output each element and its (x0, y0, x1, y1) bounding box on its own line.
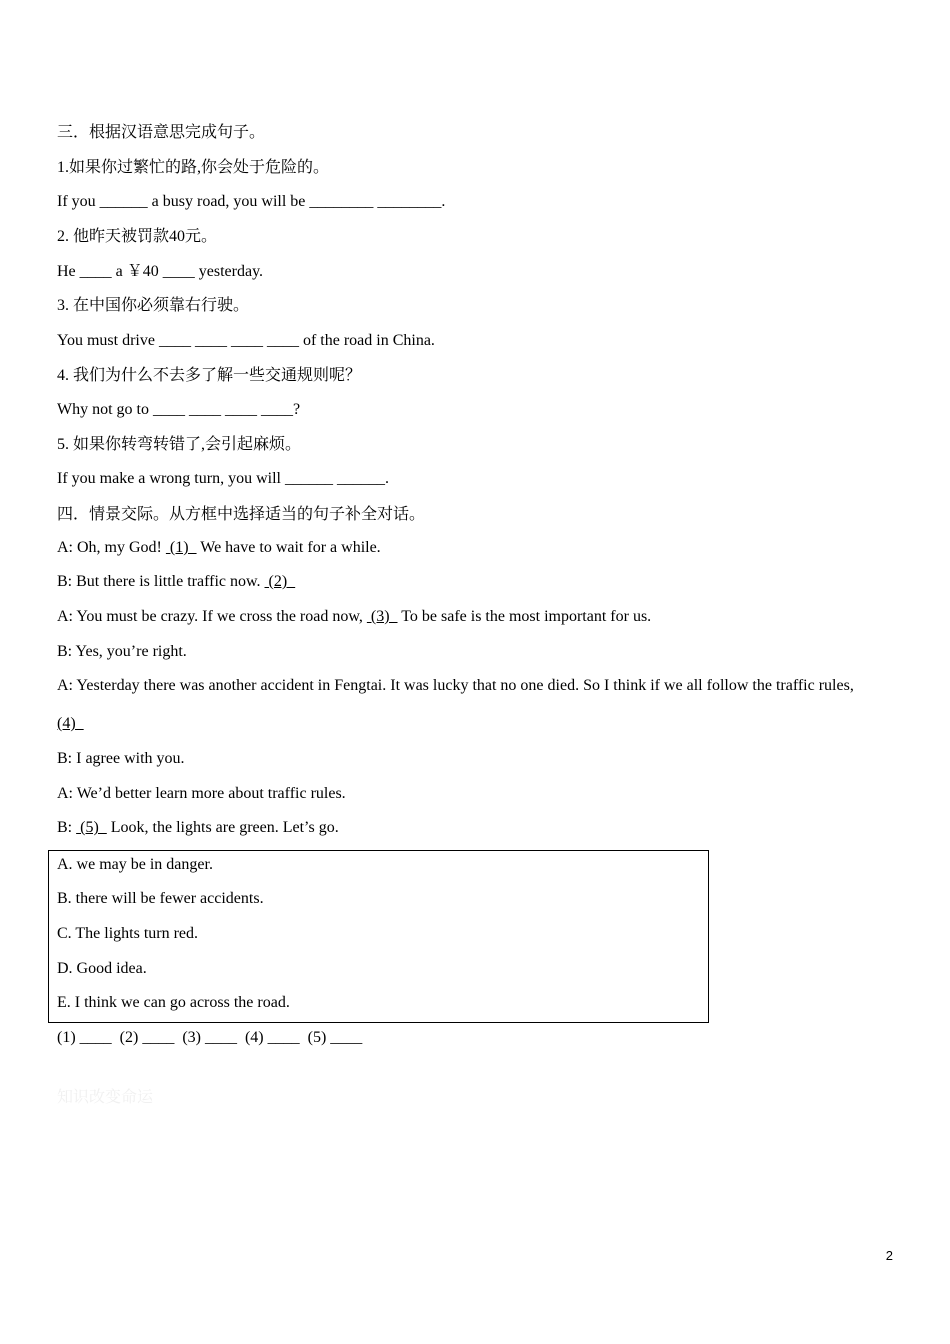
dialogue-text: Look, the lights are green. Let’s go. (106, 819, 339, 836)
dialogue-line-8: A: We’d better learn more about traffic rules. (57, 785, 346, 802)
dialogue-text: To be safe is the most important for us. (397, 608, 652, 625)
dialogue-text: B: But there is little traffic now. (57, 573, 265, 590)
dialogue-line-4: B: Yes, you’re right. (57, 643, 187, 660)
options-box (48, 850, 709, 1023)
dialogue-line-3 (57, 607, 651, 627)
q4-chinese: 4. 我们为什么不去多了解一些交通规则呢？ (57, 367, 362, 384)
dialogue-line-2 (57, 572, 295, 592)
answer-line: (1) ____ (2) ____ (3) ____ (4) ____ (5) ____ (57, 1029, 363, 1046)
dialogue-line-9 (57, 818, 339, 838)
q4-english: Why not go to ____ ____ ____ ____? (57, 401, 301, 418)
option-d: D. Good idea. (57, 960, 147, 977)
dialogue-text: A: You must be crazy. If we cross the road now, (57, 608, 367, 625)
q2-english: He ____ a ￥40 ____ yesterday. (57, 263, 264, 280)
dialogue-line-1 (57, 538, 381, 558)
q3-chinese: 3. 在中国你必须靠右行驶。 (57, 297, 250, 314)
q5-english: If you make a wrong turn, you will ______ ______. (57, 470, 389, 487)
blank-4: (4) (57, 715, 84, 732)
blank-2: (2) (264, 573, 296, 590)
option-c: C. The lights turn red. (57, 925, 199, 942)
blank-5: (5) (76, 819, 107, 836)
watermark: 知识改变命运 (57, 1089, 154, 1106)
dialogue-line-7: B: I agree with you. (57, 750, 185, 767)
option-e: E. I think we can go across the road. (57, 994, 290, 1011)
option-b: B. there will be fewer accidents. (57, 890, 264, 907)
blank-3: (3) (366, 608, 398, 625)
dialogue-text: A: Oh, my God! (57, 539, 166, 556)
q1-chinese: 1.如果你过繁忙的路,你会处于危险的。 (57, 159, 330, 176)
section-3-heading: 三．根据汉语意思完成句子。 (57, 124, 266, 141)
q3-english: You must drive ____ ____ ____ ____ of the road in China. (57, 332, 435, 349)
dialogue-text: We have to wait for a while. (196, 539, 381, 556)
q5-chinese: 5. 如果你转弯转错了,会引起麻烦。 (57, 436, 302, 453)
option-a: A. we may be in danger. (57, 856, 213, 873)
dialogue-line-5: A: Yesterday there was another accident in Fengtai. It was lucky that no one died. So I think if we all follow the traffic rules, (57, 677, 854, 694)
dialogue-line-6 (57, 714, 84, 734)
section-4-heading: 四．情景交际。从方框中选择适当的句子补全对话。 (57, 506, 426, 523)
q1-english: If you ______ a busy road, you will be ________ ________. (57, 193, 446, 210)
dialogue-text: B: (57, 819, 77, 836)
blank-1: (1) (165, 539, 197, 556)
page-number: 2 (885, 1248, 893, 1263)
q2-chinese: 2. 他昨天被罚款40元。 (57, 228, 218, 245)
